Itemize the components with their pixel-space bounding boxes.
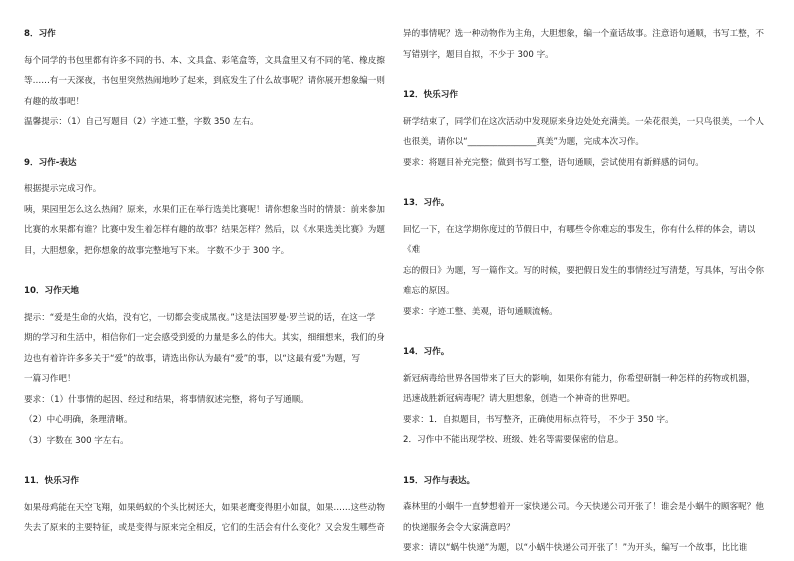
section-10-line: 一篇习作吧！ (24, 374, 76, 384)
section-11-title: 11．快乐习作 (24, 476, 79, 486)
section-11-line: 写错别字，题目自拟，不少于 300 字。 (403, 49, 554, 60)
section-12-line: 要求：将题目补充完整；做到书写工整，语句通顺，尝试使用有新鲜感的词句。 (403, 157, 704, 168)
section-14-title: 14．习作。 (403, 347, 450, 357)
section-13-line: 要求：字迹工整、美观，语句通顺流畅。 (403, 306, 558, 317)
section-15-line: 的快递服务会令大家满意吗？ (403, 522, 515, 533)
section-9-line: 咦，果园里怎么这么热闹？原来，水果们正在举行选美比赛呢！请你想象当时的情景：前来参加 (24, 204, 385, 215)
section-9-line: 目，大胆想象，把你想象的故事完整地写下来。 字数不少于 300 字。 (24, 245, 290, 256)
section-9-line: 比赛的水果都有谁？比赛中发生着怎样有趣的故事？结果怎样？然后，以《水果选美比赛》为题 (24, 225, 385, 235)
section-10-line: 期的学习和生活中，相信你们一定会感受到爱的力量是多么的伟大。其实，细细想来，我们的身 (24, 333, 385, 343)
section-12-title: 12．快乐习作 (403, 90, 458, 100)
section-10-line: （3）字数在 300 字左右。 (24, 435, 129, 446)
section-14-line: 要求：1．自拟题目，书写整齐，正确使用标点符号， 不少于 350 字。 (403, 414, 674, 425)
section-8-line: 有趣的故事吧！ (24, 96, 85, 107)
section-10-title: 10．习作天地 (24, 286, 79, 296)
right-column (403, 24, 771, 559)
section-10-line: 要求：（1）什事情的起因、经过和结果，将事情叙述完整，将句子写通顺。 (24, 394, 309, 405)
section-12-line (403, 132, 771, 153)
section-15-line: 森林里的小蜗牛一直梦想着开一家快递公司。今天快递公司开张了！谁会是小蜗牛的顾客呢？他 (403, 502, 764, 512)
section-12-line: 研学结束了，同学们在这次活动中发现原来身边处处充满美。一朵花很美，一只鸟很美，一个人 (403, 116, 764, 127)
section-8-tip: 温馨提示：（1）自己写题目（2）字迹工整，字数 350 左右。 (24, 117, 259, 127)
section-13-line: 难忘的原因。 (403, 286, 455, 296)
section-11-line: 异的事情呢？选一种动物作为主角，大胆想象，编一个童话故事。注意语句通顺，书写工整，不 (403, 29, 764, 39)
section-10-line: （2）中心明确，条理清晰。 (24, 415, 133, 425)
section-9-title: 9．习作-表达 (24, 157, 77, 168)
section-11-line: 如果母鸡能在天空飞翔，如果蚂蚁的个头比树还大，如果老鹰变得胆小如鼠，如果……这些动物 (24, 502, 385, 513)
section-10-line: 边也有着许许多多关于“爱”的故事，请选出你认为最有“爱”的事，以“这最有爱”为题，写 (24, 353, 361, 364)
section-13-line: 忘的假日》为题，写一篇作文。写的时候，要把假日发生的事情经过写清楚，写具体，写出令你 (403, 265, 764, 276)
section-14-line: 迅速战胜新冠病毒呢？请大胆想象，创造一个神奇的世界吧。 (403, 394, 636, 404)
section-12-line-end: 真美”为题，完成本次习作。 (536, 137, 644, 147)
section-15-title: 15．习作与表达。 (403, 475, 476, 486)
section-14-line: 2．习作中不能出现学校、班级、姓名等需要保密的信息。 (403, 435, 624, 445)
section-11-line: 失去了原来的主要特征，或是变得与原来完全相反，它们的生活会有什么变化？又会发生哪些奇 (24, 523, 385, 533)
left-column (24, 24, 392, 539)
fill-in-blank: ________________ (467, 137, 537, 147)
section-12-line-start: 也很美，请你以“ (403, 137, 468, 147)
section-9-line: 根据提示完成习作。 (24, 184, 102, 194)
section-14-line: 新冠病毒给世界各国带来了巨大的影响，如果你有能力，你希望研制一种怎样的药物或机器， (403, 373, 756, 384)
section-8-title: 8．习作 (24, 29, 56, 39)
section-13-title: 13．习作。 (403, 198, 450, 208)
section-10-line: 提示：“爱是生命的火焰，没有它，一切都会变成黑夜。”这是法国罗曼·罗兰说的话，在这一学 (24, 312, 376, 323)
section-8-line: 等……有一天深夜，书包里突然热闹地吵了起来，到底发生了什么故事呢？请你展开想象编一则 (24, 76, 385, 86)
section-15-line: 要求：请以“蜗牛快递”为题，以“小蜗牛快递公司开张了！”为开头，编写一个故事，比比谁 (403, 543, 748, 553)
section-8-line: 每个同学的书包里都有许多不同的书、本、文具盒、彩笔盒等，文具盒里又有不同的笔、橡皮擦 (24, 55, 385, 66)
section-13-line: 回忆一下，在这学期你度过的节假日中，有哪些令你难忘的事发生，你有什么样的体会，请以《难 (403, 224, 756, 255)
